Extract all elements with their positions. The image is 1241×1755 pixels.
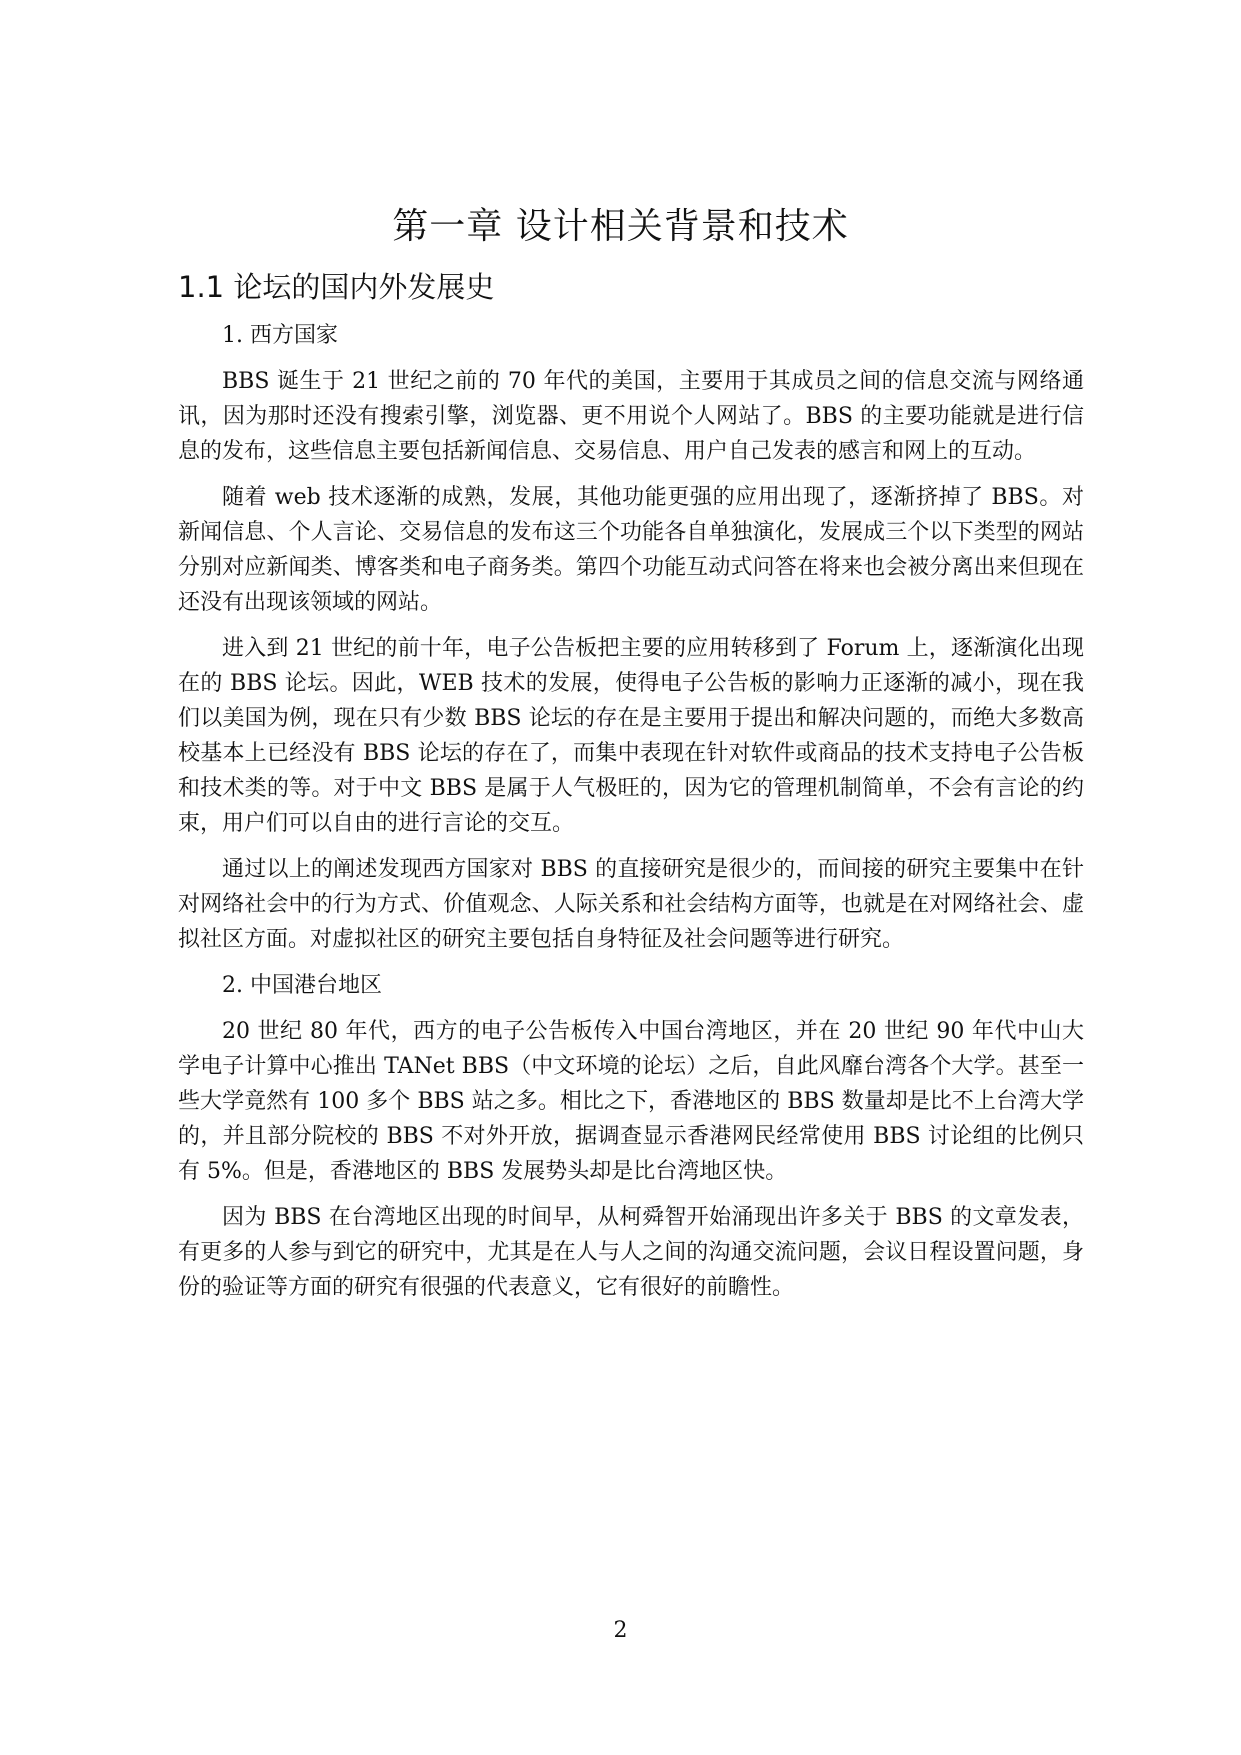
section-title: 1.1 论坛的国内外发展史 [178, 270, 495, 304]
page-number: 2 [613, 1618, 628, 1643]
paragraph: BBS 诞生于 21 世纪之前的 70 年代的美国，主要用于其成员之间的信息交流与网络通讯，因为那时还没有搜索引擎，浏览器、更不用说个人网站了。BBS 的主要功能就是进行信息的发布，这些信息主要包括新闻信息、交易信息、用户自己发表的感言和网上的互动。 [178, 369, 1084, 464]
paragraph: 进入到 21 世纪的前十年，电子公告板把主要的应用转移到了 Forum 上，逐渐演化出现在的 BBS 论坛。因此，WEB 技术的发展，使得电子公告板的影响力正逐渐的减小，现在我们以美国为例，现在只有少数 BBS 论坛的存在是主要用于提出和解决问题的，而绝大多数高校基本上已经没有 BBS 论坛的存在了，而集中表现在针对软件或商品的技术支持电子公告板和技术类的等。对于中文 BBS 是属于人气极旺的，因为它的管理机制简单，不会有言论的约束，用户们可以自由的进行言论的交互。 [178, 636, 1084, 836]
paragraph: 因为 BBS 在台湾地区出现的时间早，从柯舜智开始涌现出许多关于 BBS 的文章发表，有更多的人参与到它的研究中，尤其是在人与人之间的沟通交流问题，会议日程设置问题，身份的验证等方面的研究有很强的代表意义，它有很好的前瞻性。 [178, 1205, 1084, 1300]
body-text [178, 318, 1084, 1316]
paragraph: 通过以上的阐述发现西方国家对 BBS 的直接研究是很少的，而间接的研究主要集中在针对网络社会中的行为方式、价值观念、人际关系和社会结构方面等，也就是在对网络社会、虚拟社区方面。对虚拟社区的研究主要包括自身特征及社会问题等进行研究。 [178, 857, 1084, 952]
subheading-hk-taiwan: 2. 中国港台地区 [222, 973, 382, 998]
paragraph: 随着 web 技术逐渐的成熟，发展，其他功能更强的应用出现了，逐渐挤掉了 BBS。对新闻信息、个人言论、交易信息的发布这三个功能各自单独演化，发展成三个以下类型的网站分别对应新闻类、博客类和电子商务类。第四个功能互动式问答在将来也会被分离出来但现在还没有出现该领域的网站。 [178, 485, 1084, 615]
paragraph: 20 世纪 80 年代，西方的电子公告板传入中国台湾地区，并在 20 世纪 90 年代中山大学电子计算中心推出 TANet BBS（中文环境的论坛）之后，自此风靡台湾各个大学。甚至一些大学竟然有 100 多个 BBS 站之多。相比之下，香港地区的 BBS 数量却是比不上台湾大学的，并且部分院校的 BBS 不对外开放，据调查显示香港网民经常使用 BBS 讨论组的比例只有 5%。但是，香港地区的 BBS 发展势头却是比台湾地区快。 [178, 1019, 1084, 1184]
chapter-title: 第一章 设计相关背景和技术 [392, 206, 849, 247]
subheading-western-countries: 1. 西方国家 [222, 323, 338, 348]
